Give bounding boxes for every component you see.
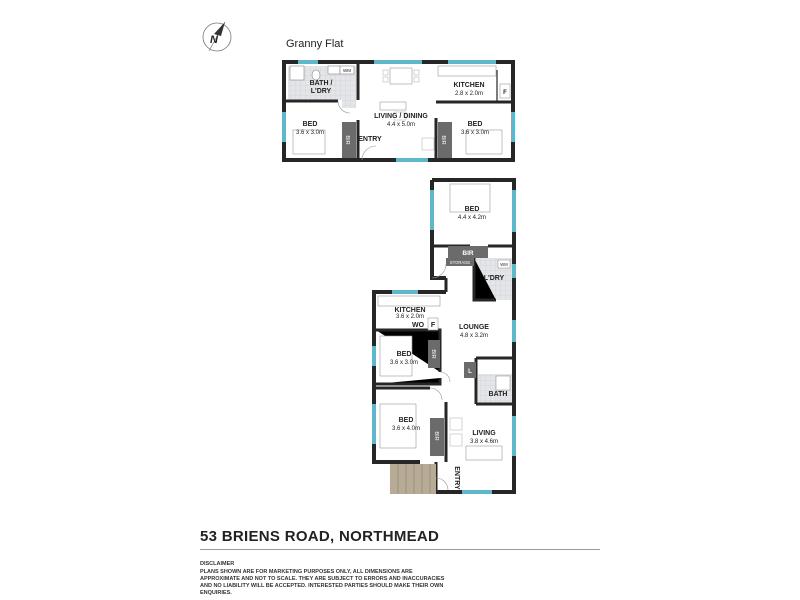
sofa xyxy=(466,446,502,460)
lounge-label: LOUNGE xyxy=(459,324,489,331)
house-bed-low-label: BED xyxy=(398,417,414,424)
house-bed-mid-label: BED xyxy=(396,351,412,358)
gf-bed1-dimension: 3.6 x 3.0m xyxy=(295,130,325,136)
dining-table xyxy=(390,68,412,84)
window xyxy=(372,404,376,444)
linen-label: L xyxy=(468,369,472,375)
kitchen-bench xyxy=(378,296,440,306)
gf-bed2-label: BED xyxy=(467,121,483,128)
gf-entry-label: ENTRY xyxy=(358,136,382,143)
house-bed-top-label: BED xyxy=(464,206,480,213)
laundry-tub xyxy=(328,66,340,74)
toilet xyxy=(312,70,320,80)
armchair xyxy=(422,138,434,150)
gf-bed2-dimension: 3.6 x 3.0m xyxy=(460,130,490,136)
gf-living-label: LIVING / DINING xyxy=(374,113,428,120)
house-wm-label: WM xyxy=(500,262,508,267)
house-bed-top-dimension: 4.4 x 4.2m xyxy=(457,215,487,221)
house-bir-low-label: BIR xyxy=(433,431,439,441)
gf-bir2-label: BIR xyxy=(440,135,446,145)
house-living-label: LIVING xyxy=(472,430,496,437)
window xyxy=(392,290,418,294)
house-bir-top-label: BIR xyxy=(462,250,474,257)
property-address: 53 BRIENS ROAD, NORTHMEAD xyxy=(200,528,440,545)
compass-letter: N xyxy=(210,34,218,46)
lounge-dimension: 4.8 x 3.2m xyxy=(459,333,489,339)
window xyxy=(372,346,376,366)
house-kitchen-label: KITCHEN xyxy=(394,307,426,314)
house-fridge-label: F xyxy=(430,322,436,329)
bath-laundry-label-2: L'DRY xyxy=(310,88,332,95)
window xyxy=(512,264,516,278)
gf-kitchen-dimension: 2.8 x 2.0m xyxy=(454,91,484,97)
house-entry-label: ENTRY xyxy=(453,466,460,490)
gf-living-dimension: 4.4 x 5.0m xyxy=(386,122,416,128)
house-bed-mid-dimension: 3.6 x 3.0m xyxy=(389,360,419,366)
window xyxy=(448,60,496,64)
window xyxy=(512,190,516,232)
vanity xyxy=(496,376,510,390)
window xyxy=(462,490,492,494)
washing-machine-label: WM xyxy=(343,68,351,73)
kitchen-bench xyxy=(438,66,496,76)
house-laundry-label: L'DRY xyxy=(483,275,505,282)
entry-stairs xyxy=(390,464,436,494)
sofa xyxy=(380,102,406,110)
disclaimer-heading: DISCLAIMER xyxy=(200,561,235,567)
window xyxy=(430,190,434,230)
gf-fridge-label: F xyxy=(503,90,507,96)
house-plan xyxy=(372,180,516,494)
shower xyxy=(290,66,304,80)
window xyxy=(282,112,286,142)
gf-bir1-label: BIR xyxy=(344,135,350,145)
house-bath-label: BATH xyxy=(488,391,508,398)
wall-oven-label: WO xyxy=(411,322,425,329)
window xyxy=(512,416,516,456)
house-kitchen-dimension: 3.6 x 2.0m xyxy=(395,314,425,320)
granny-flat-plan xyxy=(282,60,515,162)
window xyxy=(374,60,422,64)
gf-bed1-label: BED xyxy=(302,121,318,128)
granny-flat-title: Granny Flat xyxy=(286,38,344,50)
window xyxy=(511,112,515,142)
house-living-dimension: 3.8 x 4.6m xyxy=(469,439,499,445)
window xyxy=(396,158,428,162)
divider xyxy=(200,549,600,550)
bath-laundry-label: BATH / xyxy=(309,80,333,87)
armchair xyxy=(450,434,462,446)
compass-icon xyxy=(203,22,231,51)
house-bed-low-dimension: 3.6 x 4.0m xyxy=(391,426,421,432)
disclaimer-text: PLANS SHOWN ARE FOR MARKETING PURPOSES ONLY, ALL DIMENSIONS ARE APPROXIMATE AND NOT TO SCALE. THEY ARE SUBJECT TO ERRORS AND INACCURACIES AND NO LIABILITY WILL BE ACCEPTED. INTERESTED PARTIES SHOULD MAKE THEIR OWN ENQUIRIES. xyxy=(200,569,445,596)
gf-kitchen-label: KITCHEN xyxy=(453,82,485,89)
storage-label: STORAGE xyxy=(449,260,471,265)
armchair xyxy=(450,418,462,430)
window xyxy=(512,320,516,342)
house-bir-mid-label: BIR xyxy=(430,349,436,359)
window xyxy=(298,60,318,64)
